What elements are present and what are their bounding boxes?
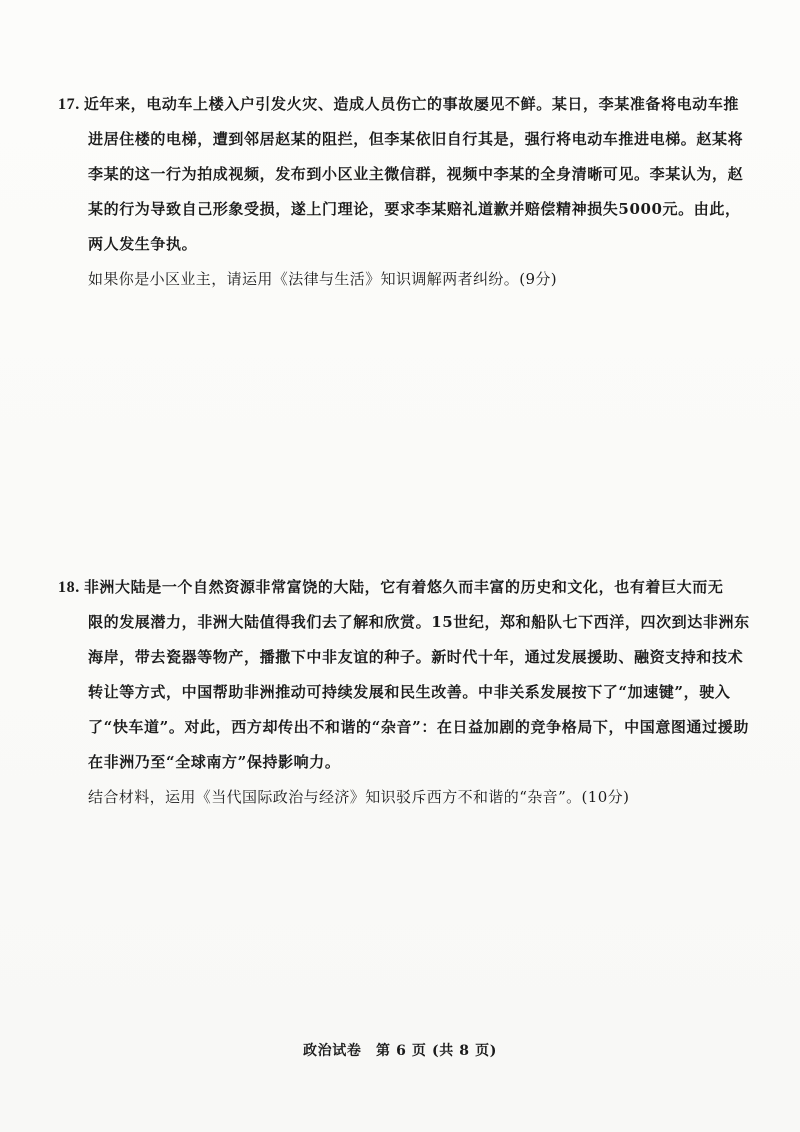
question-18-line-1 — [58, 570, 758, 605]
question-17-prompt: 如果你是小区业主，请运用《法律与生活》知识调解两者纠纷。(9分) — [88, 270, 558, 288]
question-17-stem — [58, 87, 758, 262]
question-18-line-3: 海岸，带去瓷器等物产，播撒下中非友谊的种子。新时代十年，通过发展援助、融资支持和技术 — [88, 648, 744, 666]
question-18-line-2: 限的发展潜力，非洲大陆值得我们去了解和欣赏。15世纪，郑和船队七下西洋，四次到达非洲东 — [88, 613, 750, 631]
question-17-line-5: 两人发生争执。 — [88, 235, 198, 253]
question-17-line-2: 进居住楼的电梯，遭到邻居赵某的阻拦，但李某依旧自行其是，强行将电动车推进电梯。赵某将 — [88, 130, 744, 148]
question-18-line-6: 在非洲乃至“全球南方”保持影响力。 — [88, 753, 341, 771]
question-18 — [58, 570, 758, 815]
page-footer: 政治试卷 第 6 页 (共 8 页) — [303, 1043, 497, 1059]
question-17-line-4: 某的行为导致自己形象受损，遂上门理论，要求李某赔礼道歉并赔偿精神损失5000元。由此， — [88, 200, 741, 218]
question-17-line-3: 李某的这一行为拍成视频，发布到小区业主微信群，视频中李某的全身清晰可见。李某认为，赵 — [88, 165, 744, 183]
question-17 — [58, 87, 758, 297]
question-18-line-4: 转让等方式，中国帮助非洲推动可持续发展和民生改善。中非关系发展按下了“加速键”，驶入 — [88, 683, 731, 701]
question-18-stem — [58, 570, 758, 780]
question-18-line-5: 了“快车道”。对此，西方却传出不和谐的“杂音”：在日益加剧的竞争格局下，中国意图通过援助 — [88, 718, 749, 736]
question-17-line-1-text: 近年来，电动车上楼入户引发火灾、造成人员伤亡的事故屡见不鲜。某日，李某准备将电动车推 — [83, 95, 740, 113]
question-17-number: 17. — [58, 96, 80, 113]
question-17-line-1 — [58, 87, 758, 122]
question-18-line-1-text: 非洲大陆是一个自然资源非常富饶的大陆，它有着悠久而丰富的历史和文化，也有着巨大而无 — [83, 578, 724, 596]
question-18-prompt: 结合材料，运用《当代国际政治与经济》知识驳斥西方不和谐的“杂音”。(10分) — [88, 788, 630, 806]
question-18-number: 18. — [58, 579, 80, 596]
